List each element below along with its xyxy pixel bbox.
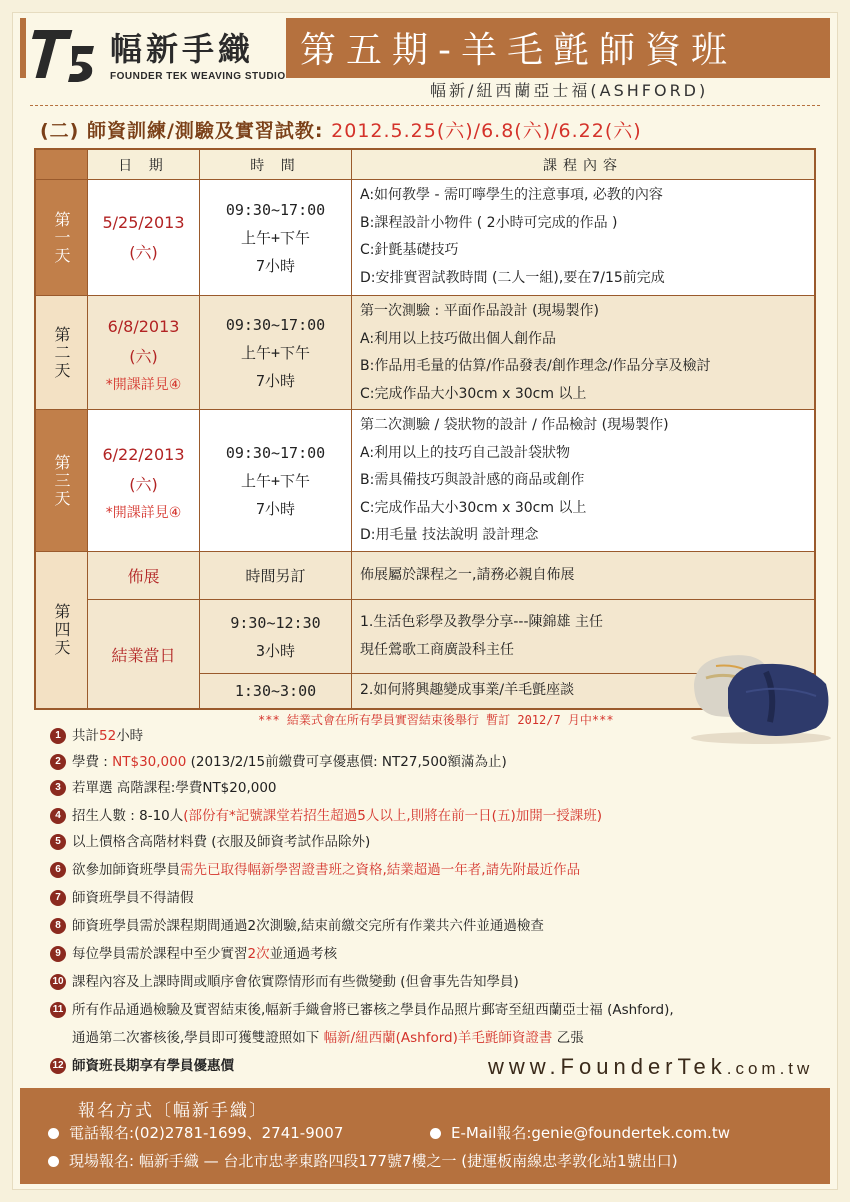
content-line: D:用毛量 技法說明 設計理念 [360,527,539,543]
note-text: 以上價格含高階材料費 (衣服及師資考試作品除外) [72,834,371,850]
content-line: A:利用以上技巧做出個人創作品 [360,330,557,347]
logo-title: 幅新手織 [110,30,255,68]
weekday: (六) [129,242,158,262]
date-cell [88,296,200,410]
day-label-text: 第四天 [52,603,71,657]
day-label-text: 第三天 [52,453,71,508]
schedule-table [34,148,816,710]
note-item [50,970,519,994]
content-line: 第二次測驗 / 袋狀物的設計 / 作品檢討 (現場製作) [360,417,669,433]
note-text: 若單選 高階課程:學費NT$20,000 [72,780,277,796]
note-item [50,886,194,910]
phone-line [48,1122,343,1143]
website-url[interactable] [488,1054,813,1080]
note-item [50,776,277,800]
note-text: 幅新/紐西蘭(Ashford)羊毛氈師資證書 [323,1030,553,1046]
time-range: 時間另訂 [245,566,306,585]
time-cell [200,296,352,410]
registration-title: 報名方式〔幅新手織〕 [78,1101,268,1121]
date-note: *開課詳見④ [105,376,182,393]
note-text: 需先已取得幅新學習證書班之資格,結業超過一年者,請先附最近作品 [180,862,581,878]
time-cell [200,410,352,552]
date-value: 6/22/2013 [102,444,185,464]
numbered-circle-icon: 12 [50,1058,66,1074]
bullet-icon [48,1156,59,1167]
header-content: 課程內容 [352,150,814,180]
section-title-label: (二) 師資訓練/測驗及實習試教: [40,120,324,142]
note-item [50,942,337,966]
note-item [50,830,370,854]
email-line [430,1122,730,1143]
content-cell [352,410,814,552]
numbered-circle-icon: 8 [50,918,66,934]
note-text: 學費 : [72,754,113,770]
time-period: 上午+下午 [240,343,311,362]
section-title [40,116,642,143]
date-cell [88,180,200,296]
header-date: 日 期 [88,150,200,180]
section-dates: 2012.5.25(六)/6.8(六)/6.22(六) [331,120,642,142]
note-text: 並通過考核 [269,946,338,962]
content-line: C:針氈基礎技巧 [360,242,459,258]
note-item [50,750,507,774]
note-text: 每位學員需於課程中至少實習 [72,946,248,962]
onsite-line [48,1150,678,1171]
divider [30,105,820,106]
time-cell [200,180,352,296]
note-text: 招生人數 : 8-10人 [72,808,184,824]
numbered-circle-icon: 6 [50,862,66,878]
time-hours: 7小時 [255,371,296,390]
content-line: D:安排實習試教時間 (二人一組),要在7/15前完成 [360,269,665,286]
numbered-circle-icon: 4 [50,808,66,824]
email-text[interactable]: E-Mail報名:genie@foundertek.com.tw [451,1124,730,1142]
numbered-circle-icon: 10 [50,974,66,990]
note-text: 乙張 [552,1030,584,1046]
note-text: 小時 [116,728,144,744]
date-value: 5/25/2013 [102,212,185,232]
note-item [50,998,674,1022]
weekday: (六) [129,346,158,366]
day4-item-name: 結業當日 [88,600,200,708]
time-cell [200,600,352,674]
day-label-text: 第一天 [52,210,71,265]
logo-subtitle: FOUNDER TEK WEAVING STUDIO [110,71,286,82]
day-label [36,410,88,552]
time-period: 上午+下午 [240,471,311,490]
page-title: 第五期-羊毛氈師資班 [300,30,737,71]
note-text: (部份有*記號課堂若招生超過5人以上,則將在前一日(五)加開一授課班) [183,808,602,824]
content-cell [352,552,814,600]
website-tail: .com.tw [726,1059,814,1078]
content-cell [352,296,814,410]
content-line: 第一次測驗 : 平面作品設計 (現場製作) [360,303,599,319]
header-time: 時 間 [200,150,352,180]
registration-footer [20,1088,830,1184]
numbered-circle-icon: 11 [50,1002,66,1018]
note-text: (2013/2/15前繳費可享優惠價: NT27,500額滿為止) [186,754,507,770]
numbered-circle-icon: 5 [50,834,66,850]
content-line: 1.生活色彩學及教學分享---陳錦雄 主任 [360,614,603,630]
numbered-circle-icon: 1 [50,728,66,744]
note-item [50,724,143,748]
date-value: 6/8/2013 [107,316,180,336]
phone-text[interactable]: 電話報名:(02)2781-1699、2741-9007 [69,1124,344,1142]
numbered-circle-icon: 2 [50,754,66,770]
time-hours: 7小時 [255,499,296,518]
content-line: C:完成作品大小30cm x 30cm 以上 [360,499,587,516]
content-line: B:課程設計小物件 ( 2小時可完成的作品 ) [360,214,618,231]
content-line: A:利用以上的技巧自己設計袋狀物 [360,444,571,461]
table-corner [36,150,88,180]
numbered-circle-icon: 3 [50,780,66,796]
note-text: 所有作品通過檢驗及實習結束後,幅新手織會將已審核之學員作品照片郵寄至紐西蘭亞士福 (Ashford), [72,1002,674,1018]
note-item [50,804,602,828]
note-text: 2次 [247,946,270,962]
bullet-icon [48,1128,59,1139]
time-range: 09:30~17:00 [225,443,326,462]
content-line: C:完成作品大小30cm x 30cm 以上 [360,385,587,402]
day-label-text: 第二天 [52,325,71,380]
time-hours: 3小時 [255,641,296,660]
time-cell [200,674,352,708]
time-range: 1:30~3:00 [234,682,317,700]
content-cell [352,180,814,296]
numbered-circle-icon: 9 [50,946,66,962]
felt-bag-illustration [686,644,836,744]
onsite-text: 現場報名: 幅新手織 — 台北市忠孝東路四段177號7樓之一 (捷運板南線忠孝敦化站1號出口) [69,1152,678,1170]
table-footnote: *** 結業式會在所有學員實習結束後舉行 暫訂 2012/7 月中*** [258,713,614,727]
content-line: B:作品用毛量的估算/作品發表/創作理念/作品分享及檢討 [360,358,711,374]
content-line: 佈展屬於課程之一,請務必親自佈展 [360,566,575,583]
content-line: 現任鶯歌工商廣設科主任 [360,641,514,658]
content-line: B:需具備技巧與設計感的商品或創作 [360,472,585,488]
note-text: 師資班長期享有學員優惠價 [72,1058,234,1074]
day-label [36,552,88,708]
page-subtitle: 幅新/紐西蘭亞士福(ASHFORD) [430,81,709,100]
note-item [50,858,580,882]
tf-logo-icon [32,24,104,84]
time-range: 09:30~17:00 [225,315,326,334]
time-hours: 7小時 [255,256,296,275]
note-text: 通過第二次審核後,學員即可獲雙證照如下 [72,1030,324,1046]
note-text: 共計 [72,728,99,744]
numbered-circle-icon: 7 [50,890,66,906]
weekday: (六) [129,474,158,494]
day-label [36,180,88,296]
note-text: 師資班學員不得請假 [72,890,194,906]
content-line: A:如何教學 - 需叮嚀學生的注意事項, 必教的內容 [360,187,663,203]
note-text: NT$30,000 [112,754,187,770]
content-line: 2.如何將興趣變成事業/羊毛氈座談 [360,682,575,699]
time-period: 上午+下午 [240,228,311,247]
logo [26,16,286,92]
date-cell [88,410,200,552]
note-item [50,1026,584,1050]
note-text: 師資班學員需於課程期間通過2次測驗,結束前繳交完所有作業共六件並通過檢查 [72,918,544,934]
note-item [50,914,544,938]
day4-item-name: 佈展 [88,552,200,600]
note-text: 52 [99,728,117,744]
note-text: 欲參加師資班學員 [72,862,180,878]
note-item [50,1054,234,1078]
time-range: 9:30~12:30 [230,613,321,632]
note-text: 課程內容及上課時間或順序會依實際情形而有些微變動 (但會事先告知學員) [72,974,519,990]
website-main: www.FounderTek [488,1054,727,1079]
time-cell [200,552,352,600]
day-label [36,296,88,410]
bullet-icon [430,1128,441,1139]
time-range: 09:30~17:00 [225,200,326,219]
date-note: *開課詳見④ [105,504,182,521]
